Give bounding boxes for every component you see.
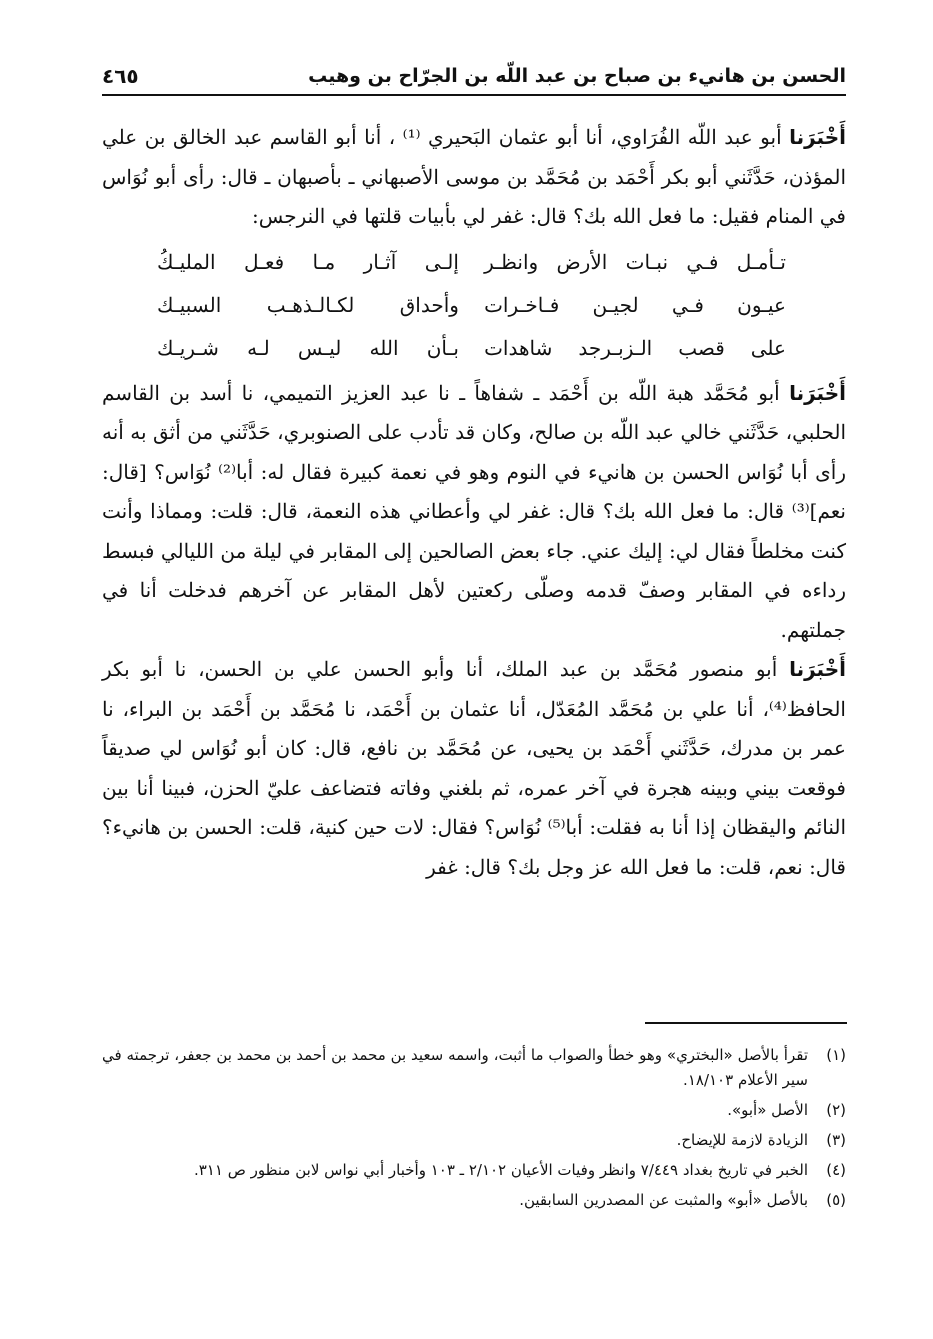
paragraph-3 (102, 650, 846, 887)
poem-line (157, 241, 786, 284)
footnote (102, 1128, 846, 1153)
paragraph-lead-word: أَخْبَرَنا (789, 380, 846, 405)
footnote-number: (١) (826, 1046, 846, 1064)
footnote-text: بالأصل «أبو» والمثبت عن المصدرين السابقين. (519, 1191, 808, 1209)
header-title: الحسن بن هانيء بن صباح بن عبد اللّه بن الجرّاح بن وهيب (308, 65, 846, 87)
poem (157, 241, 786, 370)
paragraph-1 (102, 118, 846, 237)
poem-hemistich-first: تـأمـل فـي نبـات الأرض وانظـر (484, 249, 786, 274)
footnote-number: (٣) (826, 1131, 846, 1149)
poem-hemistich-second: بـأن الله ليـس لـه شـريـك (157, 335, 459, 360)
paragraph-text: أبو عبد اللّه الفُرَاوي، أنا أبو عثمان البَحيري ⁽¹⁾ ، أنا أبو القاسم عبد الخالق بن علي المؤذن، حَدَّثَني أبو بكر أَحْمَد بن مُحَمَّد بن موسى الأصبهاني ـ بأصبهان ـ قال: رأى أبو نُوَاس في المنام فقيل: ما فعل الله بك؟ قال: غفر لي بأبيات قلتها في النرجس: (102, 125, 846, 228)
poem-hemistich-first: عيـون فـي لجيـن فـاخـرات (484, 292, 786, 317)
footnote (102, 1043, 846, 1093)
footnote-text: تقرأ بالأصل «البختري» وهو خطأ والصواب ما أثبت، واسمه سعيد بن محمد بن أحمد بن محمد بن جعفر، ترجمته في سير الأعلام ١٨/١٠٣. (102, 1046, 808, 1089)
footnotes (102, 1043, 846, 1218)
paragraph-lead-word: أَخْبَرَنا (789, 657, 846, 681)
footnote-number: (٤) (826, 1161, 846, 1179)
poem-hemistich-second: وأحداق لكـالـذهـب السبيـك (157, 292, 459, 317)
footnote-text: الأصل «أبو». (727, 1101, 808, 1119)
footnote (102, 1158, 846, 1183)
poem-line (157, 327, 786, 370)
paragraph-text: أبو مُحَمَّد هبة اللّه بن أَحْمَد ـ شفاهاً ـ نا عبد العزيز التميمي، نا أسد بن القاسم الحلبي، حَدَّثَني خالي عبد اللّه بن صالح، وكان قد تأدب على الصنوبري، حَدَّثَني من أثق به أنه رأى أبا نُوَاس الحسن بن هانيء في النوم وهو في نعمة كبيرة فقال له: أبا⁽²⁾ نُوَاس؟ [قال: نعم]⁽³⁾ قال: ما فعل الله بك؟ قال: غفر لي وأعطاني هذه النعمة، قال: قلت: ومماذا وأنت كنت مخلطاً فقال لي: إليك عني. جاء بعض الصالحين إلى المقابر في ليلة من الليالي فبسط رداءه في المقابر وصفّ قدمه وصلّى ركعتين لأهل المقابر عن آخرهم فدخلت أنا في جملتهم. (102, 380, 846, 642)
footnote-text: الخبر في تاريخ بغداد ٧/٤٤٩ وانظر وفيات الأعيان ٢/١٠٢ ـ ١٠٣ وأخبار أبي نواس لابن منظور ص ٣١١. (193, 1161, 808, 1179)
paragraph-2 (102, 374, 846, 651)
footnote (102, 1098, 846, 1123)
footnote-number: (٥) (826, 1191, 846, 1209)
poem-hemistich-second: إلـى آثـار مـا فعـل المليـكُ (157, 249, 459, 274)
footnote-text: الزيادة لازمة للإيضاح. (676, 1131, 808, 1149)
paragraph-text: أبو منصور مُحَمَّد بن عبد الملك، أنا وأبو الحسن علي بن الحسن، نا أبو بكر الحافظ⁽⁴⁾، أنا علي بن مُحَمَّد المُعَدّل، أنا عثمان بن أَحْمَد، نا مُحَمَّد بن أَحْمَد بن البراء، نا عمر بن مدرك، حَدَّثَني أَحْمَد بن يحيى، عن مُحَمَّد بن نافع، قال: كان أبو نُوَاس لي صديقاً فوقعت بيني وبينه هجرة في آخر عمره، ثم بلغني وفاته فتضاعف عليّ الحزن، فبينا أنا بين النائم واليقظان إذا أنا به فقلت: أبا⁽⁵⁾ نُوَاس؟ فقال: لات حين كنية، قلت: الحسن بن هانيء؟ قال: نعم، قلت: ما فعل الله عز وجل بك؟ قال: غفر (102, 657, 847, 879)
main-text (102, 118, 846, 887)
poem-line (157, 284, 786, 327)
footnotes-divider (645, 1022, 847, 1024)
running-header (102, 58, 846, 96)
page-number: ٤٦٥ (102, 64, 139, 88)
footnote (102, 1188, 846, 1213)
paragraph-lead-word: أَخْبَرَنا (789, 125, 846, 149)
footnote-number: (٢) (826, 1101, 846, 1119)
poem-hemistich-first: على قصب الـزبـرجد شاهدات (484, 335, 786, 360)
